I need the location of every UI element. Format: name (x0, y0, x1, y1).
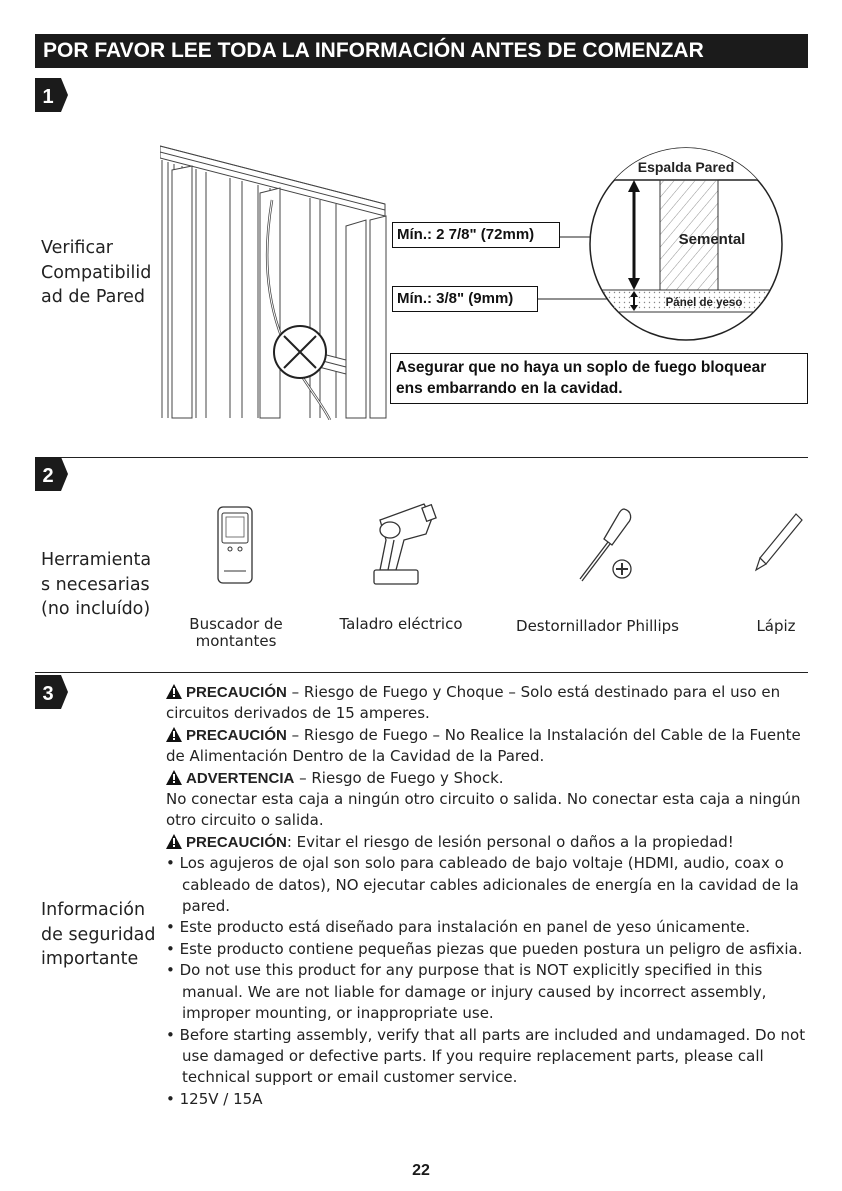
power-drill-icon (366, 500, 438, 590)
warning-triangle-icon (166, 684, 182, 699)
step-3-divider (35, 672, 808, 673)
warning-fire-shock: ADVERTENCIA – Riesgo de Fuego y Shock. (166, 768, 811, 789)
step-1-number: 1 (42, 86, 54, 108)
safety-bullet: • Este producto contiene pequeñas piezas que pueden postura un peligro de asfixia. (166, 939, 811, 960)
step-2-label: Herramienta s necesarias (no incluído) (41, 550, 152, 619)
page-title-banner: POR FAVOR LEE TODA LA INFORMACIÓN ANTES DE COMENZAR (35, 34, 808, 68)
firestop-note: Asegurar que no haya un soplo de fuego bloquear ens embarrando en la cavidad. (390, 353, 808, 404)
prohibited-icon (274, 326, 326, 378)
pencil-icon (752, 512, 804, 572)
step-2-badge (35, 457, 69, 491)
phillips-screwdriver-icon (570, 505, 640, 585)
pencil-label: Lápiz (756, 617, 796, 635)
safety-bullet: • 125V / 15A (166, 1089, 811, 1110)
stud-finder-icon (210, 505, 260, 585)
min-drywall-label: Mín.: 3/8" (9mm) (392, 286, 538, 312)
drill-label: Taladro eléctrico (339, 615, 463, 633)
step-3-badge (35, 675, 69, 709)
safety-bullet: • Before starting assembly, verify that all parts are included and undamaged. Do not use damaged or defective parts. If you require replacement parts, please call technical support or email customer service. (166, 1025, 811, 1089)
warning-triangle-icon (166, 834, 182, 849)
caution-fire-shock: PRECAUCIÓN – Riesgo de Fuego y Choque – Solo está destinado para el uso en circuitos derivados de 15 amperes. (166, 683, 781, 723)
wall-cavity-illustration (160, 138, 392, 420)
step-1-label: Verificar Compatibilid ad de Pared (41, 238, 152, 307)
warning-triangle-icon (166, 727, 182, 742)
caution-injury: PRECAUCIÓN: Evitar el riesgo de lesión personal o daños a la propiedad! (166, 832, 811, 853)
safety-bullet: • Este producto está diseñado para instalación en panel de yeso únicamente. (166, 917, 811, 938)
step-2-divider (35, 457, 808, 458)
drywall-label: Pánel de yeso (665, 297, 743, 309)
svg-text:2: 2 (42, 465, 54, 487)
min-depth-label: Mín.: 2 7/8" (72mm) (392, 222, 560, 248)
warning-body: No conectar esta caja a ningún otro circuito o salida. No conectar esta caja a ningún otro circuito o salida. (166, 790, 801, 830)
stud-label: Semental (678, 231, 746, 248)
back-wall-label: Espalda Pared (637, 159, 735, 175)
safety-information (166, 682, 811, 1110)
stud-finder-label: Buscador de montantes (189, 615, 283, 650)
safety-bullet: • Do not use this product for any purpose that is NOT explicitly specified in this manual. We are not liable for damage or injury caused by incorrect assembly, improper mounting, or inappropriate use. (166, 960, 811, 1024)
screwdriver-label: Destornillador Phillips (516, 617, 679, 635)
warning-triangle-icon (166, 770, 182, 785)
step-3-label: Información de seguridad importante (41, 900, 156, 969)
caution-fire: PRECAUCIÓN – Riesgo de Fuego – No Realice la Instalación del Cable de la Fuente de Alimentación Dentro de la Cavidad de la Pared. (166, 725, 801, 766)
safety-bullet: • Los agujeros de ojal son solo para cableado de bajo voltaje (HDMI, audio, coax o cableado de datos), NO ejecutar cables adicionales de energía en la cavidad de la pared. (166, 853, 811, 917)
step-1-badge (35, 78, 69, 112)
stud-detail-callout (588, 146, 784, 342)
svg-text:3: 3 (42, 683, 54, 705)
page-number: 22 (412, 1162, 430, 1179)
